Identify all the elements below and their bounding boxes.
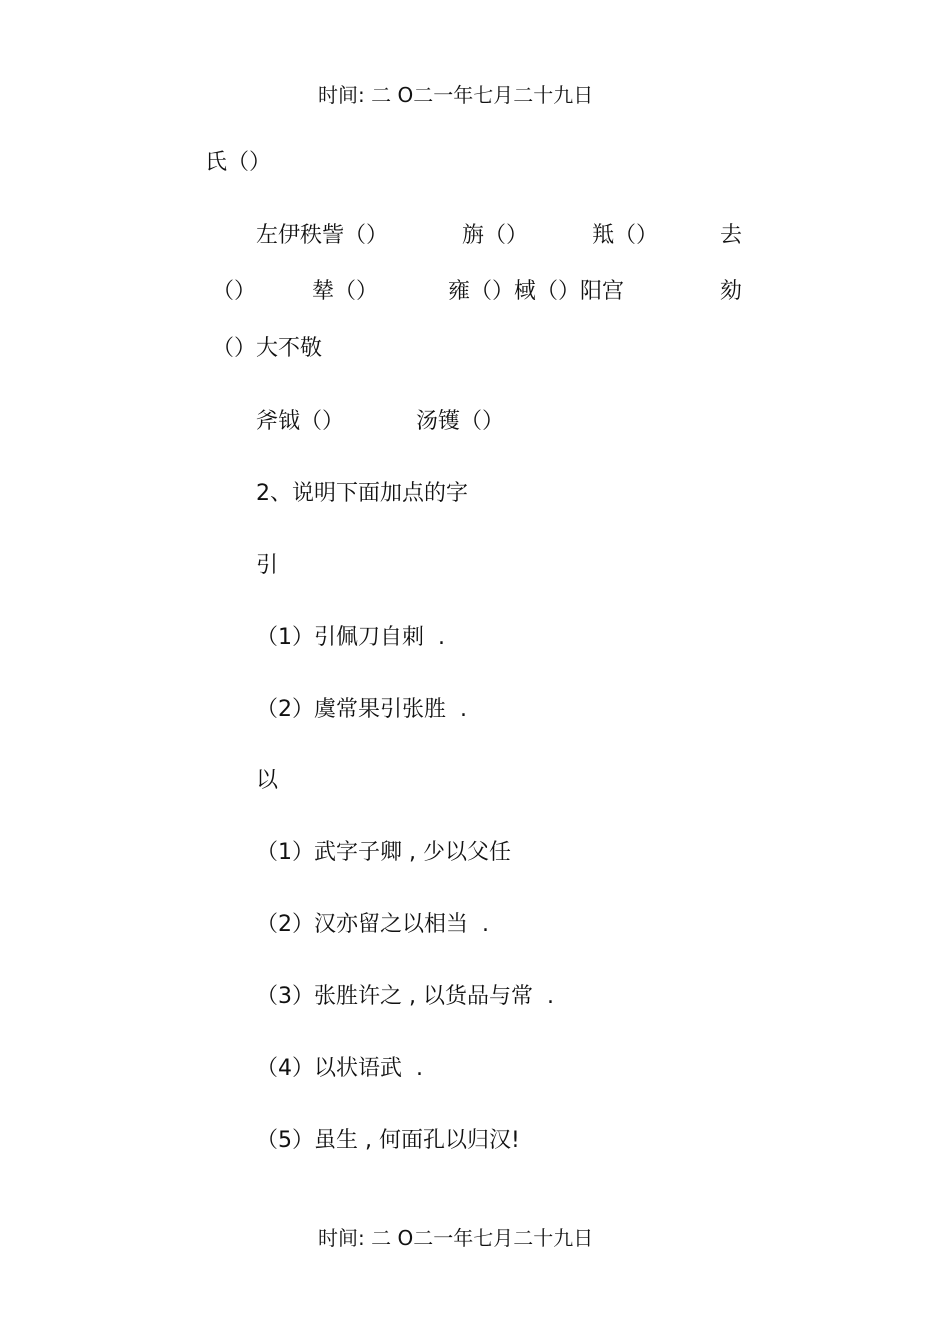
text-line-6: （） [212,279,257,304]
text-line-10: （）大不敬 [212,336,323,361]
text-line-12: 汤镬（） [416,409,505,434]
footer-date: 时间: 二 O二一年七月二十九日 [318,1226,594,1250]
keyword-yin: 引 [256,553,279,578]
item-yi-1: （1）武字子卿 , 少以父任 [256,840,511,865]
text-line-3: 旃（） [462,223,529,248]
header-date: 时间: 二 O二一年七月二十九日 [318,83,594,107]
text-line-1: 氏（） [205,150,272,175]
text-line-9: 劾 [720,279,743,304]
item-yin-2: （2）虞常果引张胜 . [256,697,467,722]
section-heading: 2、说明下面加点的字 [256,481,468,506]
item-yi-4: （4）以状语武 . [256,1056,423,1081]
keyword-yi: 以 [256,768,279,793]
text-line-4: 羝（） [592,223,659,248]
item-yi-2: （2）汉亦留之以相当 . [256,912,489,937]
text-line-11: 斧钺（） [256,409,345,434]
item-yi-5: （5）虽生 , 何面孔以归汉! [256,1128,520,1153]
item-yin-1: （1）引佩刀自刺 . [256,625,445,650]
text-line-2: 左伊秩訾（） [256,223,389,248]
text-line-7: 辇（） [312,279,379,304]
text-line-5: 去 [720,223,743,248]
text-line-8: 雍（）棫（）阳宫 [448,279,625,304]
item-yi-3: （3）张胜许之 , 以货品与常 . [256,984,554,1009]
